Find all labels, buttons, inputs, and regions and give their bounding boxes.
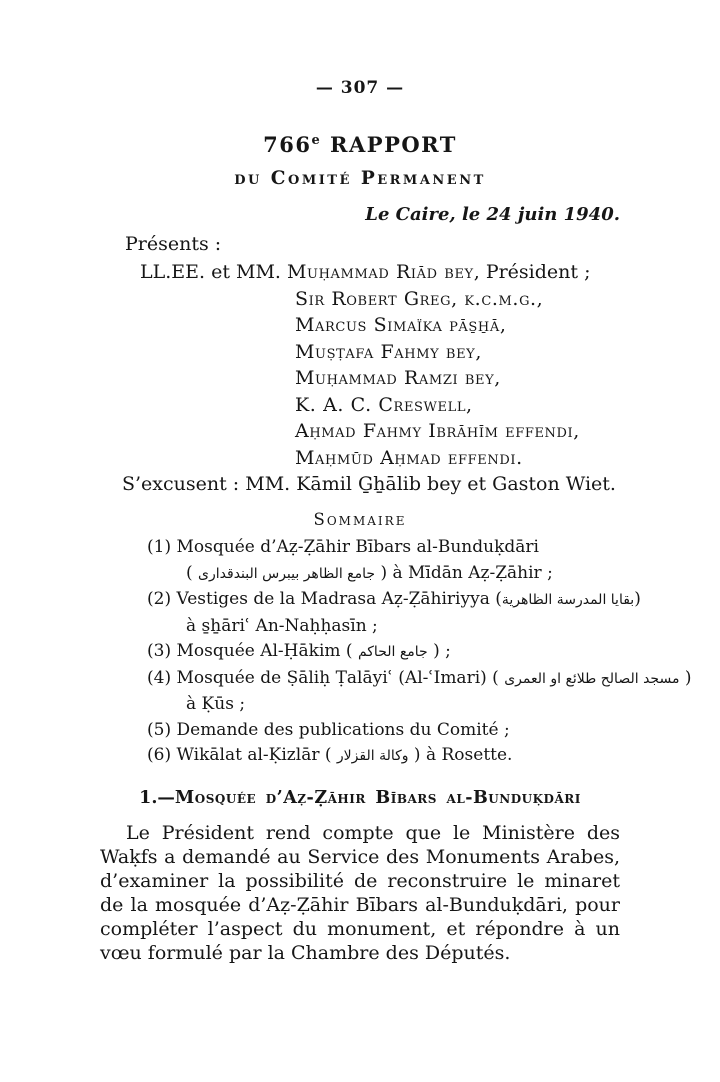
item-text: ) à Mīdān Aẓ-Ẓāhir ;	[375, 562, 553, 583]
dateline: Le Caire, le 24 juin 1940.	[365, 204, 620, 225]
attendee-suffix: , Président ;	[473, 261, 591, 283]
item-text: )	[679, 667, 692, 688]
sommaire-item-2-line-2: à s̱ẖāriʿ An-Naḥḥasīn ;	[186, 615, 378, 636]
arabic-title: مسجد الصالح طلائع او العمرى	[504, 670, 680, 687]
sommaire-item-3-line-1	[147, 641, 451, 661]
paren-open: (	[495, 589, 502, 609]
paren-close: )	[634, 589, 641, 609]
sommaire-list	[100, 535, 692, 770]
item-number: (5)	[147, 719, 172, 740]
item-number: (3)	[147, 641, 172, 661]
report-number: 766	[263, 132, 312, 157]
attendee-row	[295, 312, 620, 339]
section-heading	[100, 788, 620, 808]
sommaire-item-6-line-1	[147, 745, 512, 765]
body-paragraph: Le Président rend compte que le Ministère des Waḳfs a demandé au Service des Monuments Arabes, d’examiner la possibilité de reconstruire le minaret de la mosquée d’Aẓ-Ẓāhir Bībars al-Bunduḳdāri, pour compléter l’aspect du monument, et répondre à un vœu formulé par la Chambre des Députés.	[100, 821, 620, 964]
paren-open: (	[186, 562, 199, 583]
section-heading-text: Mosquée d’Aẓ-Ẓāhir Bībars al-Bunduḳdāri	[174, 787, 581, 808]
item-text: Mosquée de Ṣāliḥ Ṭalāyiʿ (Al-ʿImari) (	[176, 667, 505, 688]
report-word: RAPPORT	[321, 132, 457, 157]
sommaire-item-1-line-1	[147, 537, 539, 557]
sommaire-item-2	[100, 587, 648, 639]
attendee-name: Aḥmad Fahmy Ibrāhīm effendi,	[295, 420, 580, 442]
item-text: Mosquée Al-Ḥākim (	[176, 641, 358, 661]
attendee-prefix: LL.EE. et MM.	[140, 261, 287, 283]
attendee-name: Marcus Simaïka pās̱ẖā,	[295, 314, 507, 336]
arabic-title: جامع الظاهر بيبرس البندقدارى	[198, 565, 376, 582]
attendee-name: Sir Robert Greg, k.c.m.g.,	[295, 287, 544, 310]
item-text: Wikālat al-Ḳizlār (	[176, 745, 337, 765]
attendee-name: Muḥammad Ramzi bey,	[295, 367, 501, 389]
sommaire-title: Sommaire	[313, 510, 407, 529]
sommaire-item-4-line-2: à Ḳūs ;	[186, 694, 246, 714]
attendee-row	[295, 339, 620, 366]
item-number: (1)	[147, 537, 172, 557]
excused-line: S’excusent : MM. Kāmil G̱ẖālib bey et Gaston Wiet.	[122, 473, 616, 495]
item-text: Vestiges de la Madrasa Aẓ-Ẓāhiriyya	[176, 589, 496, 609]
attendees-list	[100, 259, 620, 471]
attendee-name: Muḥammad Riād bey	[287, 261, 474, 283]
arabic-title: بقايا المدرسة الظاهرية	[501, 592, 635, 608]
item-text: ) ;	[427, 641, 451, 661]
report-subtitle: du Comité Permanent	[234, 168, 486, 189]
report-ordinal: e	[311, 133, 322, 148]
item-text: Mosquée d’Aẓ-Ẓāhir Bībars al-Bunduḳdāri	[176, 537, 539, 557]
attendee-row	[140, 259, 620, 286]
page-number: — 307 —	[315, 78, 405, 98]
sommaire-item-6	[100, 743, 648, 770]
sommaire-item-4-line-1	[147, 668, 691, 688]
sommaire-item-1-line-2	[186, 563, 553, 583]
item-text: Demande des publications du Comité ;	[176, 719, 510, 740]
report-title	[100, 132, 620, 157]
item-number: (6)	[147, 745, 172, 765]
sommaire-item-4	[100, 666, 692, 718]
sommaire-item-2-line-1	[147, 589, 641, 609]
attendee-name: Muṣṭafa Fahmy bey,	[295, 340, 482, 363]
sommaire-item-5-line-1	[147, 720, 510, 740]
item-number: (2)	[147, 589, 172, 609]
attendee-row	[295, 392, 620, 419]
sommaire-item-3	[100, 639, 648, 666]
attendee-row	[295, 418, 620, 445]
arabic-title: جامع الحاكم	[357, 644, 428, 660]
attendee-name: K. A. C. Creswell,	[295, 393, 473, 416]
attendee-row	[295, 445, 620, 472]
attendee-row	[295, 286, 620, 313]
section-number: 1.—	[139, 787, 175, 808]
arabic-title: وكالة القزلار	[336, 748, 409, 764]
item-number: (4)	[147, 667, 172, 688]
sommaire-item-1	[100, 535, 648, 587]
sommaire-item-5	[100, 718, 648, 744]
item-text: ) à Rosette.	[408, 745, 513, 765]
presents-label: Présents :	[125, 233, 222, 255]
attendee-row	[295, 365, 620, 392]
attendee-name: Maḥmūd Aḥmad effendi.	[295, 446, 523, 469]
